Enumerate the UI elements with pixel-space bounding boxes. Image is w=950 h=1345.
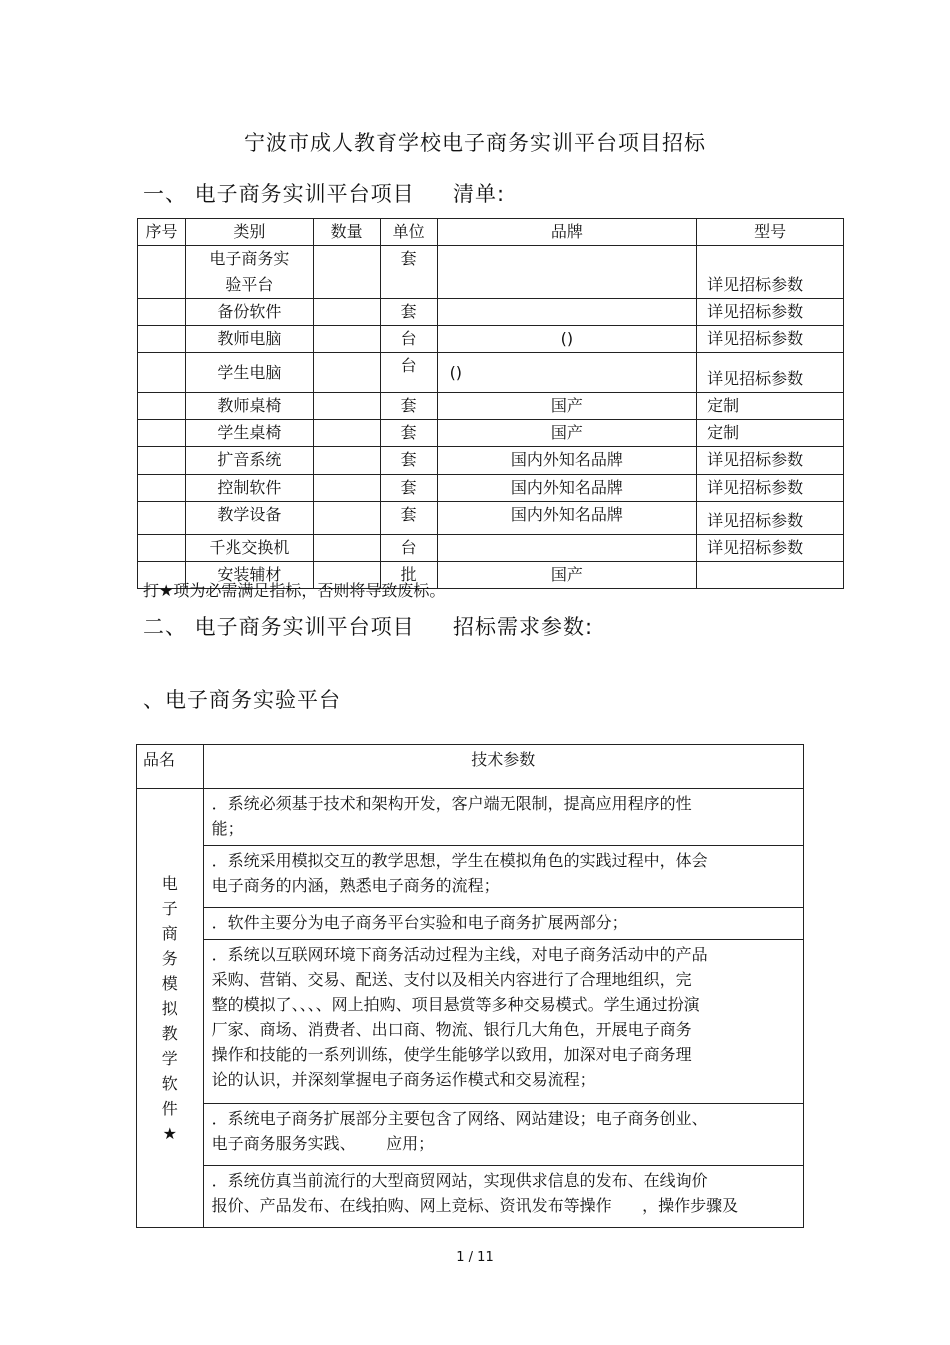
cell-brand: 国内外知名品牌 (437, 475, 697, 502)
param-line: 操作和技能的一系列训练，使学生能够学以致用，加深对电子商务理 (211, 1045, 692, 1064)
cell-brand: 国内外知名品牌 (437, 502, 697, 535)
cell-category: 控制软件 (185, 475, 313, 502)
cell-no (138, 326, 186, 353)
cell-qty (313, 420, 380, 447)
cell-no (138, 246, 186, 299)
table-row (137, 1166, 804, 1228)
table-row (138, 246, 844, 299)
header-category: 类别 (185, 219, 313, 246)
cell-unit: 套 (380, 447, 437, 475)
table-row (138, 299, 844, 326)
product-name-char: 教 (161, 1023, 178, 1043)
table-row (137, 940, 804, 1104)
param-line: ．系统必须基于技术和架构开发，客户端无限制，提高应用程序的性 (211, 794, 692, 813)
table-row (138, 393, 844, 420)
param-line: 采购、营销、交易、配送、支付以及相关内容进行了合理地组织，完 (211, 970, 692, 989)
cell-model: 详见招标参数 (697, 447, 844, 475)
cell-model: 详见招标参数 (697, 535, 844, 562)
param-line: 电子商务服务实践、 应用； (211, 1134, 435, 1153)
cell-qty (313, 353, 380, 393)
subsection-heading: 、电子商务实验平台 (143, 688, 341, 712)
cell-qty (313, 393, 380, 420)
cell-category: 学生电脑 (185, 353, 313, 393)
cell-brand: 国产 (437, 562, 697, 589)
header-qty: 数量 (313, 219, 380, 246)
param-line: 厂家、商场、消费者、出口商、物流、银行几大角色，开展电子商务 (211, 1020, 692, 1039)
cell-unit: 套 (380, 475, 437, 502)
product-name-char: 件 (161, 1098, 178, 1118)
table-row (138, 475, 844, 502)
list-header-row (138, 219, 844, 246)
cell-brand: 国产 (437, 420, 697, 447)
param-item (203, 846, 803, 908)
table-row (138, 502, 844, 535)
cell-unit: 批 (380, 562, 437, 589)
product-name-char: 商 (161, 923, 178, 943)
cell-unit: 套 (380, 393, 437, 420)
product-name-char: 拟 (161, 998, 178, 1018)
header-product-name: 品名 (137, 745, 204, 789)
table-row (137, 908, 804, 940)
section1-heading: 一、 电子商务实训平台项目 清单: (143, 182, 506, 206)
table-row (137, 846, 804, 908)
product-name-char: 软 (161, 1073, 178, 1093)
product-name-char: 模 (161, 973, 178, 993)
cell-no (138, 475, 186, 502)
table-row (138, 447, 844, 475)
product-name-char: 务 (161, 948, 178, 968)
section2-heading: 二、 电子商务实训平台项目 招标需求参数: (143, 615, 594, 639)
cell-qty (313, 246, 380, 299)
cell-brand: 国内外知名品牌 (437, 447, 697, 475)
param-line: ．软件主要分为电子商务平台实验和电子商务扩展两部分； (211, 913, 628, 932)
cell-model: 详见招标参数 (697, 246, 844, 299)
mandatory-note: 打★项为必需满足指标，否则将导致废标。 (143, 581, 446, 600)
page-number: 1 / 11 (456, 1250, 494, 1265)
cell-model: 定制 (697, 393, 844, 420)
cell-category: 扩音系统 (185, 447, 313, 475)
cell-no (138, 420, 186, 447)
table-row (138, 535, 844, 562)
cell-brand: 国产 (437, 393, 697, 420)
table-row (138, 353, 844, 393)
cell-unit: 台 (380, 535, 437, 562)
table-row (137, 1104, 804, 1166)
header-brand: 品牌 (437, 219, 697, 246)
cell-category-line2: 验平台 (225, 275, 274, 294)
product-name-char: 子 (161, 898, 178, 918)
cell-brand: () (437, 353, 697, 393)
param-line: ．系统以互联网环境下商务活动过程为主线，对电子商务活动中的产品 (211, 945, 708, 964)
table-row (138, 420, 844, 447)
cell-brand: () (437, 326, 697, 353)
header-no: 序号 (138, 219, 186, 246)
cell-category-line1: 电子商务实 (209, 249, 290, 268)
param-line: 论的认识，并深刻掌握电子商务运作模式和交易流程； (211, 1070, 596, 1089)
header-tech-params: 技术参数 (203, 745, 803, 789)
cell-qty (313, 502, 380, 535)
param-line: 报价、产品发布、在线拍购、网上竞标、资讯发布等操作 ，操作步骤及 (211, 1196, 739, 1215)
cell-unit: 套 (380, 502, 437, 535)
cell-qty (313, 535, 380, 562)
cell-qty (313, 475, 380, 502)
cell-category: 教学设备 (185, 502, 313, 535)
cell-category: 教师桌椅 (185, 393, 313, 420)
param-item (203, 908, 803, 940)
document-title: 宁波市成人教育学校电子商务实训平台项目招标 (244, 131, 706, 155)
param-line: ．系统电子商务扩展部分主要包含了网络、网站建设；电子商务创业、 (211, 1109, 708, 1128)
cell-brand (437, 246, 697, 299)
product-name-cell (137, 789, 204, 1228)
cell-brand (437, 299, 697, 326)
cell-no (138, 353, 186, 393)
cell-brand (437, 535, 697, 562)
table-row (138, 326, 844, 353)
cell-no (138, 535, 186, 562)
cell-model: 详见招标参数 (697, 502, 844, 535)
cell-model: 定制 (697, 420, 844, 447)
table-row (137, 789, 804, 846)
equipment-list-table (137, 218, 844, 589)
param-line: 电子商务的内涵，熟悉电子商务的流程； (211, 876, 500, 895)
cell-qty (313, 299, 380, 326)
cell-qty (313, 447, 380, 475)
cell-no (138, 502, 186, 535)
cell-model: 详见招标参数 (697, 475, 844, 502)
cell-unit: 台 (380, 326, 437, 353)
param-line: ．系统仿真当前流行的大型商贸网站，实现供求信息的发布、在线询价 (211, 1171, 708, 1190)
cell-category: 学生桌椅 (185, 420, 313, 447)
param-line: 能； (211, 819, 244, 838)
cell-model: 详见招标参数 (697, 353, 844, 393)
product-name-char: ★ (162, 1123, 177, 1143)
cell-unit: 套 (380, 420, 437, 447)
product-name-char: 学 (161, 1048, 178, 1068)
param-line: 整的模拟了、、、、网上拍购、项目悬赏等多种交易模式。学生通过扮演 (211, 995, 700, 1014)
tech-params-table (136, 744, 804, 1228)
cell-unit: 套 (380, 246, 437, 299)
param-item (203, 1104, 803, 1166)
header-model: 型号 (697, 219, 844, 246)
cell-no (138, 299, 186, 326)
param-item (203, 940, 803, 1104)
header-unit: 单位 (380, 219, 437, 246)
cell-category: 千兆交换机 (185, 535, 313, 562)
param-line: ．系统采用模拟交互的教学思想，学生在模拟角色的实践过程中，体会 (211, 851, 708, 870)
cell-model: 详见招标参数 (697, 326, 844, 353)
cell-model (697, 562, 844, 589)
cell-category (185, 246, 313, 299)
cell-category: 教师电脑 (185, 326, 313, 353)
params-header-row (137, 745, 804, 789)
cell-model: 详见招标参数 (697, 299, 844, 326)
cell-unit: 套 (380, 299, 437, 326)
cell-qty (313, 326, 380, 353)
param-item (203, 1166, 803, 1228)
param-item (203, 789, 803, 846)
product-name-char: 电 (161, 873, 178, 893)
cell-category: 安装辅材 (185, 562, 313, 589)
cell-unit: 台 (380, 353, 437, 393)
cell-no (138, 393, 186, 420)
cell-category: 备份软件 (185, 299, 313, 326)
cell-no (138, 447, 186, 475)
